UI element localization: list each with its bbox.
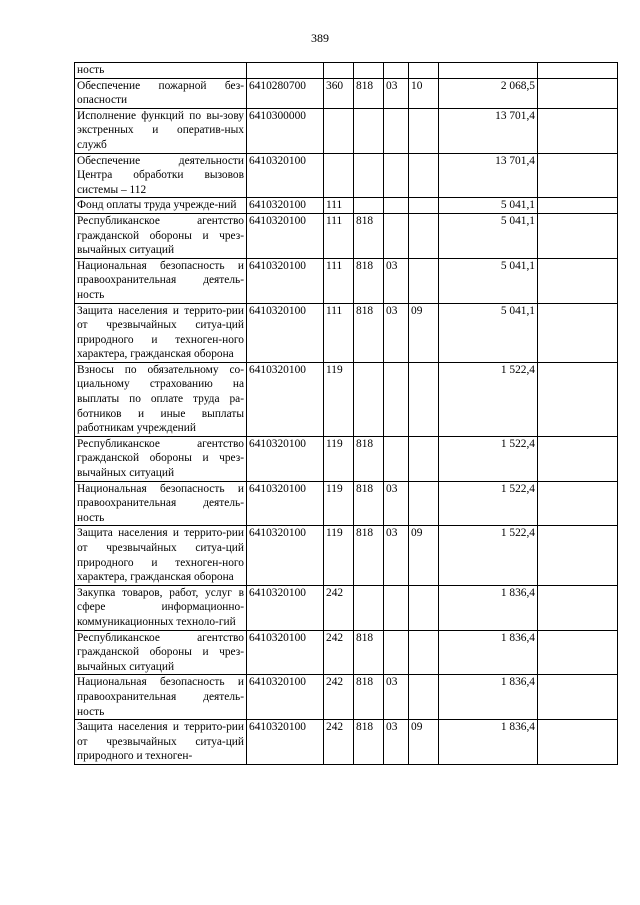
row-expense-type-cell: 111 <box>324 258 354 303</box>
row-amount-cell: 13 701,4 <box>439 108 538 153</box>
row-subsection-cell <box>409 108 439 153</box>
row-section-cell <box>384 436 409 481</box>
row-expense-type-cell: 119 <box>324 481 354 526</box>
row-empty-cell <box>538 526 618 585</box>
table-row <box>75 108 618 153</box>
row-expense-type-cell: 360 <box>324 78 354 108</box>
row-code-cell: 6410320100 <box>247 436 324 481</box>
table-row <box>75 153 618 198</box>
row-name-cell: Защита населения и террито-рии от чрезвычайных ситуа-ций природного и техноген-ного характера, гражданская оборона <box>75 303 247 362</box>
row-amount-cell: 5 041,1 <box>439 258 538 303</box>
row-section-cell: 03 <box>384 526 409 585</box>
row-subsection-cell: 09 <box>409 720 439 765</box>
row-section-cell <box>384 630 409 675</box>
row-section-cell: 03 <box>384 720 409 765</box>
row-empty-cell <box>538 303 618 362</box>
row-ministry-cell: 818 <box>354 213 384 258</box>
row-subsection-cell <box>409 585 439 630</box>
row-subsection-cell: 09 <box>409 303 439 362</box>
row-empty-cell <box>538 198 618 214</box>
row-ministry-cell <box>354 153 384 198</box>
row-ministry-cell <box>354 63 384 79</box>
table-row <box>75 303 618 362</box>
row-subsection-cell <box>409 436 439 481</box>
row-code-cell: 6410320100 <box>247 630 324 675</box>
row-subsection-cell <box>409 481 439 526</box>
row-ministry-cell: 818 <box>354 720 384 765</box>
row-code-cell: 6410300000 <box>247 108 324 153</box>
row-subsection-cell <box>409 675 439 720</box>
row-section-cell <box>384 108 409 153</box>
row-expense-type-cell: 119 <box>324 436 354 481</box>
table-row <box>75 436 618 481</box>
row-name-cell: Защита населения и террито-рии от чрезвычайных ситуа-ций природного и техноген- <box>75 720 247 765</box>
row-amount-cell: 5 041,1 <box>439 303 538 362</box>
row-code-cell: 6410320100 <box>247 258 324 303</box>
row-section-cell: 03 <box>384 481 409 526</box>
row-expense-type-cell <box>324 63 354 79</box>
row-section-cell <box>384 213 409 258</box>
row-expense-type-cell: 111 <box>324 198 354 214</box>
row-code-cell: 6410280700 <box>247 78 324 108</box>
row-code-cell: 6410320100 <box>247 720 324 765</box>
row-expense-type-cell <box>324 108 354 153</box>
row-subsection-cell: 10 <box>409 78 439 108</box>
row-section-cell: 03 <box>384 303 409 362</box>
row-expense-type-cell: 242 <box>324 630 354 675</box>
table-row <box>75 78 618 108</box>
row-subsection-cell: 09 <box>409 526 439 585</box>
row-subsection-cell <box>409 63 439 79</box>
row-name-cell: Национальная безопасность и правоохранительная деятель-ность <box>75 675 247 720</box>
row-name-cell: Закупка товаров, работ, услуг в сфере информационно-коммуникационных техноло-гий <box>75 585 247 630</box>
row-ministry-cell: 818 <box>354 258 384 303</box>
row-expense-type-cell: 119 <box>324 362 354 436</box>
table-row <box>75 213 618 258</box>
row-subsection-cell <box>409 630 439 675</box>
row-ministry-cell <box>354 108 384 153</box>
table-row <box>75 258 618 303</box>
page-number: 389 <box>311 31 329 45</box>
row-code-cell: 6410320100 <box>247 198 324 214</box>
row-name-cell: Республиканское агентство гражданской обороны и чрез-вычайных ситуаций <box>75 630 247 675</box>
row-empty-cell <box>538 258 618 303</box>
row-empty-cell <box>538 63 618 79</box>
row-amount-cell: 5 041,1 <box>439 198 538 214</box>
row-subsection-cell <box>409 258 439 303</box>
budget-table <box>74 62 618 765</box>
row-section-cell: 03 <box>384 258 409 303</box>
row-amount-cell: 5 041,1 <box>439 213 538 258</box>
row-section-cell <box>384 585 409 630</box>
row-ministry-cell: 818 <box>354 481 384 526</box>
table-row <box>75 630 618 675</box>
row-expense-type-cell: 242 <box>324 720 354 765</box>
row-ministry-cell: 818 <box>354 436 384 481</box>
table-row <box>75 720 618 765</box>
row-amount-cell: 1 522,4 <box>439 436 538 481</box>
row-empty-cell <box>538 108 618 153</box>
table-row <box>75 585 618 630</box>
row-name-cell: Взносы по обязательному со-циальному страхованию на выплаты по оплате труда ра-ботников и иные выплаты работникам учреждений <box>75 362 247 436</box>
table-row <box>75 63 618 79</box>
row-empty-cell <box>538 78 618 108</box>
row-amount-cell: 2 068,5 <box>439 78 538 108</box>
row-section-cell: 03 <box>384 78 409 108</box>
row-expense-type-cell: 242 <box>324 675 354 720</box>
row-empty-cell <box>538 675 618 720</box>
row-name-cell: Национальная безопасность и правоохранительная деятель-ность <box>75 481 247 526</box>
row-name-cell: Обеспечение деятельности Центра обработки вызовов системы – 112 <box>75 153 247 198</box>
row-empty-cell <box>538 362 618 436</box>
row-ministry-cell <box>354 585 384 630</box>
row-subsection-cell <box>409 198 439 214</box>
row-amount-cell: 1 836,4 <box>439 720 538 765</box>
row-amount-cell: 1 522,4 <box>439 526 538 585</box>
row-code-cell: 6410320100 <box>247 526 324 585</box>
row-code-cell: 6410320100 <box>247 481 324 526</box>
row-section-cell <box>384 362 409 436</box>
row-name-cell: Защита населения и террито-рии от чрезвычайных ситуа-ций природного и техноген-ного характера, гражданская оборона <box>75 526 247 585</box>
row-section-cell <box>384 153 409 198</box>
row-amount-cell: 1 836,4 <box>439 585 538 630</box>
row-expense-type-cell: 119 <box>324 526 354 585</box>
row-ministry-cell <box>354 198 384 214</box>
row-code-cell: 6410320100 <box>247 153 324 198</box>
row-amount-cell: 1 836,4 <box>439 675 538 720</box>
row-empty-cell <box>538 585 618 630</box>
row-code-cell: 6410320100 <box>247 362 324 436</box>
row-ministry-cell: 818 <box>354 303 384 362</box>
row-amount-cell: 1 522,4 <box>439 362 538 436</box>
row-amount-cell: 13 701,4 <box>439 153 538 198</box>
table-row <box>75 526 618 585</box>
row-amount-cell: 1 522,4 <box>439 481 538 526</box>
row-subsection-cell <box>409 362 439 436</box>
table-row <box>75 675 618 720</box>
row-expense-type-cell: 111 <box>324 303 354 362</box>
row-code-cell: 6410320100 <box>247 585 324 630</box>
row-subsection-cell <box>409 153 439 198</box>
row-ministry-cell: 818 <box>354 78 384 108</box>
row-empty-cell <box>538 481 618 526</box>
table-row <box>75 198 618 214</box>
row-name-cell: Республиканское агентство гражданской обороны и чрез-вычайных ситуаций <box>75 213 247 258</box>
row-section-cell: 03 <box>384 675 409 720</box>
row-expense-type-cell: 111 <box>324 213 354 258</box>
row-name-cell: Республиканское агентство гражданской обороны и чрез-вычайных ситуаций <box>75 436 247 481</box>
row-amount-cell <box>439 63 538 79</box>
row-section-cell <box>384 63 409 79</box>
table-row <box>75 481 618 526</box>
row-empty-cell <box>538 436 618 481</box>
row-code-cell: 6410320100 <box>247 303 324 362</box>
row-name-cell: Национальная безопасность и правоохранительная деятель-ность <box>75 258 247 303</box>
row-ministry-cell: 818 <box>354 630 384 675</box>
row-empty-cell <box>538 213 618 258</box>
table-row <box>75 362 618 436</box>
row-name-cell: Обеспечение пожарной без-опасности <box>75 78 247 108</box>
row-name-cell: ность <box>75 63 247 79</box>
row-expense-type-cell: 242 <box>324 585 354 630</box>
row-empty-cell <box>538 153 618 198</box>
row-name-cell: Исполнение функций по вы-зову экстренных и оператив-ных служб <box>75 108 247 153</box>
row-name-cell: Фонд оплаты труда учрежде-ний <box>75 198 247 214</box>
row-amount-cell: 1 836,4 <box>439 630 538 675</box>
row-code-cell: 6410320100 <box>247 675 324 720</box>
row-code-cell <box>247 63 324 79</box>
table-body <box>75 63 618 765</box>
row-ministry-cell: 818 <box>354 526 384 585</box>
row-expense-type-cell <box>324 153 354 198</box>
row-code-cell: 6410320100 <box>247 213 324 258</box>
row-section-cell <box>384 198 409 214</box>
row-empty-cell <box>538 630 618 675</box>
row-ministry-cell <box>354 362 384 436</box>
row-empty-cell <box>538 720 618 765</box>
row-subsection-cell <box>409 213 439 258</box>
row-ministry-cell: 818 <box>354 675 384 720</box>
